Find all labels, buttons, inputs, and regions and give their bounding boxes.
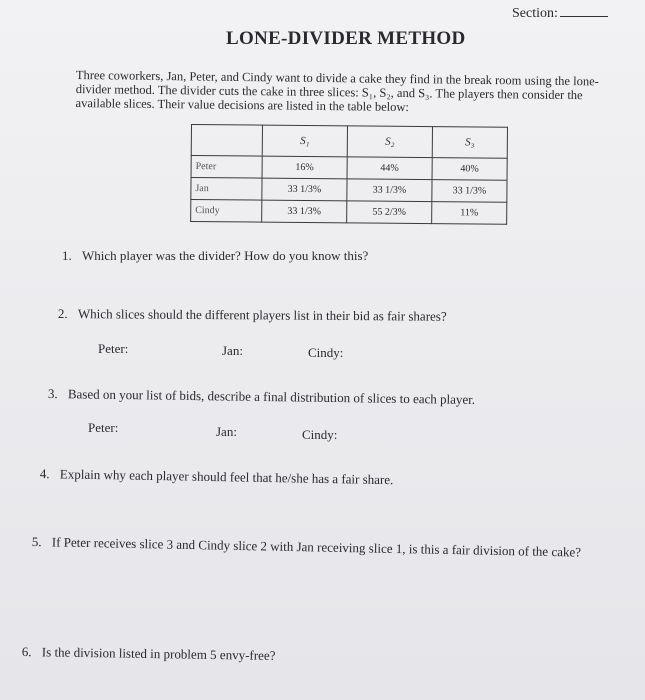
question-5 xyxy=(32,534,632,561)
table-row xyxy=(191,200,507,225)
section-blank-line[interactable] xyxy=(560,16,608,17)
section-field xyxy=(512,6,608,22)
question-text: Explain why each player should feel that he/she has a fair share. xyxy=(59,466,394,488)
table-cell: 33 1/3% xyxy=(262,178,347,201)
intro-paragraph: Three coworkers, Jan, Peter, and Cindy want to divide a cake they find in the break room using the lone-divider method. The divider cuts the cake in three slices: S₁, S₂, and S₃. The players then consider the available slices. Their value decisions are listed in the table below: xyxy=(75,68,599,115)
page-title: LONE-DIVIDER METHOD xyxy=(226,28,466,49)
question-3 xyxy=(48,386,475,408)
answer-label-peter: Peter: xyxy=(98,341,129,356)
row-name-jan: Jan xyxy=(191,178,262,201)
table-header-row xyxy=(191,125,507,159)
table-cell: 44% xyxy=(347,157,432,180)
question-number: 1. xyxy=(62,248,72,263)
table-cell: 16% xyxy=(262,156,347,179)
table-row xyxy=(191,156,507,181)
question-text: Which player was the divider? How do you know this? xyxy=(82,248,369,263)
column-header-s2: S₂ xyxy=(347,126,432,158)
table-cell: 33 1/3% xyxy=(347,179,432,202)
question-text: If Peter receives slice 3 and Cindy slice 2 with Jan receiving slice 1, is this a fair division of the cake? xyxy=(51,534,582,560)
question-4 xyxy=(40,466,394,488)
question-text: Which slices should the different players list in their bid as fair shares? xyxy=(77,306,447,324)
table-row xyxy=(191,178,507,203)
question-text: Based on your list of bids, describe a final distribution of slices to each player. xyxy=(67,386,476,407)
question-number: 5. xyxy=(31,534,42,550)
row-name-cindy: Cindy xyxy=(191,200,262,223)
row-name-peter: Peter xyxy=(191,156,262,179)
answer-label-jan: Jan: xyxy=(216,424,237,439)
table-cell: 40% xyxy=(432,158,507,181)
question-1 xyxy=(62,248,368,264)
question-text: Is the division listed in problem 5 envy-free? xyxy=(41,644,276,663)
answer-label-jan: Jan: xyxy=(222,343,243,358)
question-number: 6. xyxy=(21,644,32,660)
table-cell: 33 1/3% xyxy=(262,200,347,223)
question-number: 3. xyxy=(47,386,58,402)
table-cell: 33 1/3% xyxy=(432,180,507,203)
table-corner-cell xyxy=(191,125,262,157)
answer-label-peter: Peter: xyxy=(88,420,119,435)
column-header-s3: S₃ xyxy=(432,127,507,159)
section-label: Section: xyxy=(512,6,558,21)
value-table xyxy=(190,124,508,225)
question-2 xyxy=(58,306,447,325)
answer-label-cindy: Cindy: xyxy=(302,427,338,442)
question-number: 4. xyxy=(39,466,50,482)
answer-label-cindy: Cindy: xyxy=(308,345,344,360)
question-number: 2. xyxy=(57,306,68,322)
question-6 xyxy=(22,644,276,664)
table-cell: 55 2/3% xyxy=(347,201,432,224)
column-header-s1: S₁ xyxy=(262,125,347,157)
table-cell: 11% xyxy=(432,202,507,225)
